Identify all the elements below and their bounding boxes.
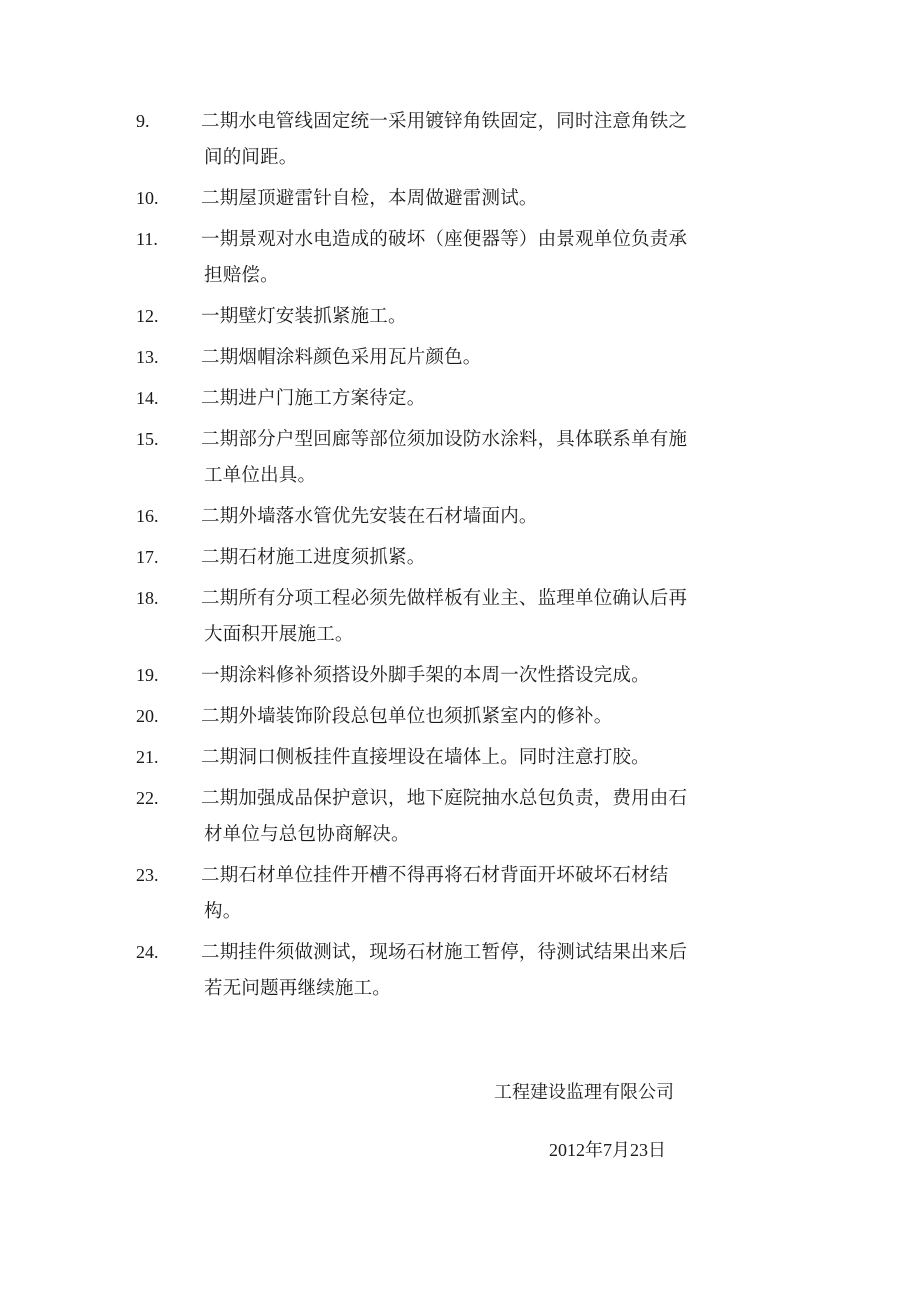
item-number: 9. <box>136 111 150 131</box>
list-item <box>136 385 696 417</box>
list-item <box>136 585 696 653</box>
list-item <box>136 544 696 576</box>
item-number: 18. <box>136 588 159 608</box>
item-number: 17. <box>136 547 159 567</box>
item-text: 二期部分户型回廊等部位须加设防水涂料，具体联系单有施工单位出具。 <box>201 428 688 486</box>
item-number: 23. <box>136 865 159 885</box>
item-text: 二期外墙装饰阶段总包单位也须抓紧室内的修补。 <box>201 705 613 727</box>
list-item <box>136 662 696 694</box>
signature-company: 工程建设监理有限公司 <box>494 1082 674 1103</box>
item-number: 13. <box>136 347 159 367</box>
item-text: 二期烟帽涂料颜色采用瓦片颜色。 <box>201 346 482 368</box>
item-text: 一期涂料修补须搭设外脚手架的本周一次性搭设完成。 <box>201 664 650 686</box>
item-text: 一期壁灯安装抓紧施工。 <box>201 305 407 327</box>
item-text: 一期景观对水电造成的破坏（座便器等）由景观单位负责承担赔偿。 <box>201 228 688 286</box>
item-text: 二期石材施工进度须抓紧。 <box>201 546 426 568</box>
item-text: 二期加强成品保护意识，地下庭院抽水总包负责，费用由石材单位与总包协商解决。 <box>201 787 688 845</box>
list-item <box>136 939 696 1007</box>
item-number: 15. <box>136 429 159 449</box>
item-number: 20. <box>136 706 159 726</box>
item-text: 二期进户门施工方案待定。 <box>201 387 426 409</box>
item-text: 二期水电管线固定统一采用镀锌角铁固定，同时注意角铁之间的间距。 <box>201 110 688 168</box>
list-item <box>136 744 696 776</box>
meeting-items-list <box>136 108 696 1016</box>
item-number: 19. <box>136 665 159 685</box>
item-text: 二期挂件须做测试，现场石材施工暂停，待测试结果出来后若无问题再继续施工。 <box>201 941 688 999</box>
list-item <box>136 185 696 217</box>
item-text: 二期洞口侧板挂件直接埋设在墙体上。同时注意打胶。 <box>201 746 650 768</box>
item-number: 22. <box>136 788 159 808</box>
list-item <box>136 703 696 735</box>
list-item <box>136 226 696 294</box>
list-item <box>136 303 696 335</box>
item-number: 11. <box>136 229 158 249</box>
list-item <box>136 862 696 930</box>
item-text: 二期屋顶避雷针自检，本周做避雷测试。 <box>201 187 538 209</box>
item-number: 10. <box>136 188 159 208</box>
item-number: 16. <box>136 506 159 526</box>
list-item <box>136 426 696 494</box>
item-number: 14. <box>136 388 159 408</box>
item-text: 二期所有分项工程必须先做样板有业主、监理单位确认后再大面积开展施工。 <box>201 587 688 645</box>
list-item <box>136 344 696 376</box>
item-text: 二期石材单位挂件开槽不得再将石材背面开坏破坏石材结构。 <box>201 864 669 922</box>
item-number: 24. <box>136 942 159 962</box>
item-number: 12. <box>136 306 159 326</box>
list-item <box>136 785 696 853</box>
item-text: 二期外墙落水管优先安装在石材墙面内。 <box>201 505 538 527</box>
list-item <box>136 503 696 535</box>
signature-date: 2012年7月23日 <box>549 1140 666 1160</box>
list-item <box>136 108 696 176</box>
item-number: 21. <box>136 747 159 767</box>
